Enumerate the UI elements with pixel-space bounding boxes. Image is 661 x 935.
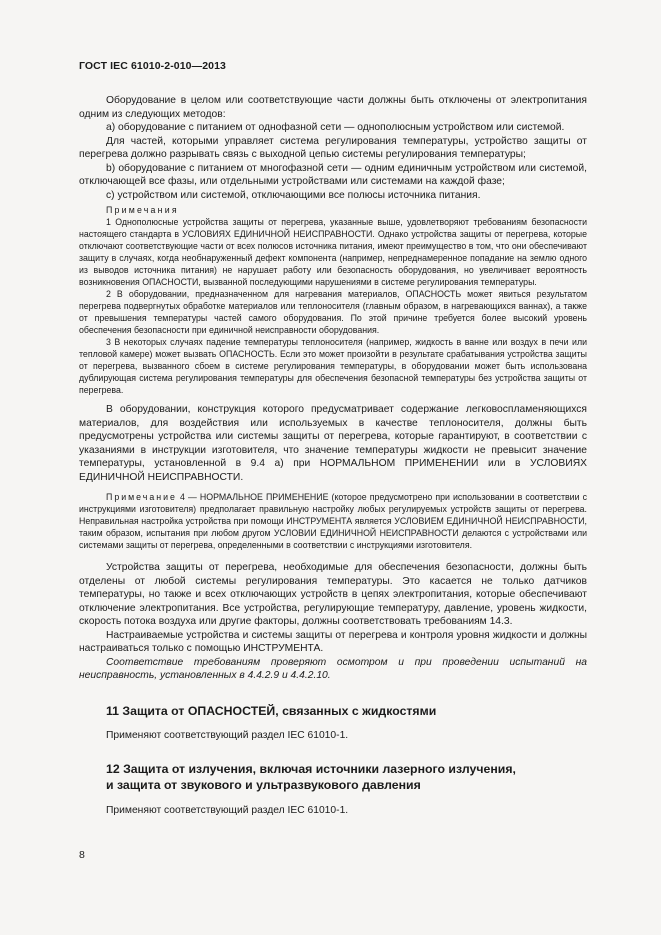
note-4-label: Примечание	[106, 492, 177, 502]
paragraph-compliance-check: Соответствие требованиям проверяют осмотром и при проведении испытаний на неисправность, установленных в 4.4.2.9 и 4.4.2.10.	[79, 656, 587, 681]
paragraph-item-a: a) оборудование с питанием от однофазной сети — однополюсным устройством или системой.	[106, 122, 565, 133]
note-1: 1 Однополюсные устройства защиты от перегрева, указанные выше, удовлетворяют требованиям безопасности настоящего стандарта в УСЛОВИЯХ ЕДИНИЧНОЙ НЕИСПРАВНОСТИ. Однако устройства защиты от перегрева, которые отключают соответствующие части от всех полюсов источника питания, имеют преимущество в том, что они обеспечивают защиту в случаях, когда необнаруженный дефект компонента (например, непреднамеренное попадание на землю одного из выводов источника питания) не нарушает работу или безопасность оборудования, но увеличивает вероятность возникновения ОПАСНОСТИ, вызванной последующими нарушениями в системе регулирования температуры.	[79, 217, 587, 287]
document-code: ГОСТ IEC 61010-2-010—2013	[79, 60, 226, 72]
paragraph-temperature-control-parts: Для частей, которыми управляет система регулирования температуры, устройство защиты от перегрева должно разрывать связь с выходной цепью системы регулирования температуры;	[79, 135, 587, 160]
paragraph-adjustable-devices: Настраиваемые устройства и системы защиты от перегрева и контроля уровня жидкости и должны настраиваться только с помощью ИНСТРУМЕНТА.	[79, 629, 587, 654]
paragraph-separation-requirements: Устройства защиты от перегрева, необходимые для обеспечения безопасности, должны быть отделены от любой системы регулирования температуры. Это касается не только датчиков температуры, но также и всех отключающих устройств в цепях электропитания, которые обеспечивают отключение электропитания. Все устройства, регулирующие температуру, давление, уровень жидкости, скорость потока воздуха или другие факторы, должны соответствовать требованиям 14.3.	[79, 562, 587, 627]
section-12-text: Применяют соответствующий раздел IEC 61010-1.	[106, 804, 349, 816]
notes-title: Примечания	[106, 205, 179, 215]
note-2: 2 В оборудовании, предназначенном для нагревания материалов, ОПАСНОСТЬ может явиться результатом перегрева подвергнутых обработке материалов или теплоносителя (главным образом, в нагревающихся ваннах), а также от превышения температуры частей самого оборудования. По этой причине требуется более высокий уровень обеспечения безопасности при единичной неисправности оборудования.	[79, 289, 587, 335]
page-content	[79, 94, 587, 817]
note-4	[79, 491, 587, 551]
section-11-text: Применяют соответствующий раздел IEC 61010-1.	[106, 730, 349, 741]
section-12-heading	[106, 761, 587, 794]
section-12-heading-line-1: 12 Защита от излучения, включая источники лазерного излучения,	[106, 761, 516, 776]
note-4-text: 4 — НОРМАЛЬНОЕ ПРИМЕНЕНИЕ (которое предусмотрено при использовании в соответствии с инструкциями изготовителя) предполагает правильную настройку любых регулируемых устройств защиты от перегрева. Неправильная настройка устройства при помощи ИНСТРУМЕНТА является УСЛОВИЕМ ЕДИНИЧНОЙ НЕИСПРАВНОСТИ, таким образом, испытания при любом другом УСЛОВИИ ЕДИНИЧНОЙ НЕИСПРАВНОСТИ делаются с устройствами или системами защиты от перегрева, определенными в соответствии с инструкциями изготовителя.	[79, 492, 587, 550]
section-12-heading-line-2: и защита от звукового и ультразвукового давления	[106, 778, 421, 792]
paragraph-disconnection-methods: Оборудование в целом или соответствующие части должны быть отключены от электропитания одним из следующих методов:	[79, 95, 587, 120]
page-number: 8	[79, 849, 85, 861]
section-11-heading: 11 Защита от ОПАСНОСТЕЙ, связанных с жидкостями	[106, 703, 437, 718]
paragraph-item-b: b) оборудование с питанием от многофазной сети — одним единичным устройством или системой, отключающей все фазы, или отдельными устройствами или системами на каждой фазе;	[79, 162, 587, 187]
paragraph-flammable-materials: В оборудовании, конструкция которого предусматривает содержание легковоспламеняющихся материалов, для воздействия или используемых в качестве теплоносителя, должны быть предусмотрены устройства или системы защиты от перегрева, которые гарантируют, в соответствии с указаниями в инструкции изготовителя, что значение температуры жидкости не превысит значение температуры, установленной в 9.4 а) при НОРМАЛЬНОМ ПРИМЕНЕНИИ или в УСЛОВИЯХ ЕДИНИЧНОЙ НЕИСПРАВНОСТИ.	[79, 404, 587, 483]
paragraph-item-c: c) устройством или системой, отключающими все полюсы источника питания.	[106, 189, 481, 201]
note-3: 3 В некоторых случаях падение температуры теплоносителя (например, жидкость в ванне или воздух в печи или тепловой камере) может вызвать ОПАСНОСТЬ. Если это может произойти в результате срабатывания устройства защиты от перегрева, вызванного сбоем в системе регулирования температуры, в оборудовании может быть использована дублирующая система регулирования температуры для обеспечения безопасной температуры без устройства защиты от перегрева.	[79, 337, 587, 395]
